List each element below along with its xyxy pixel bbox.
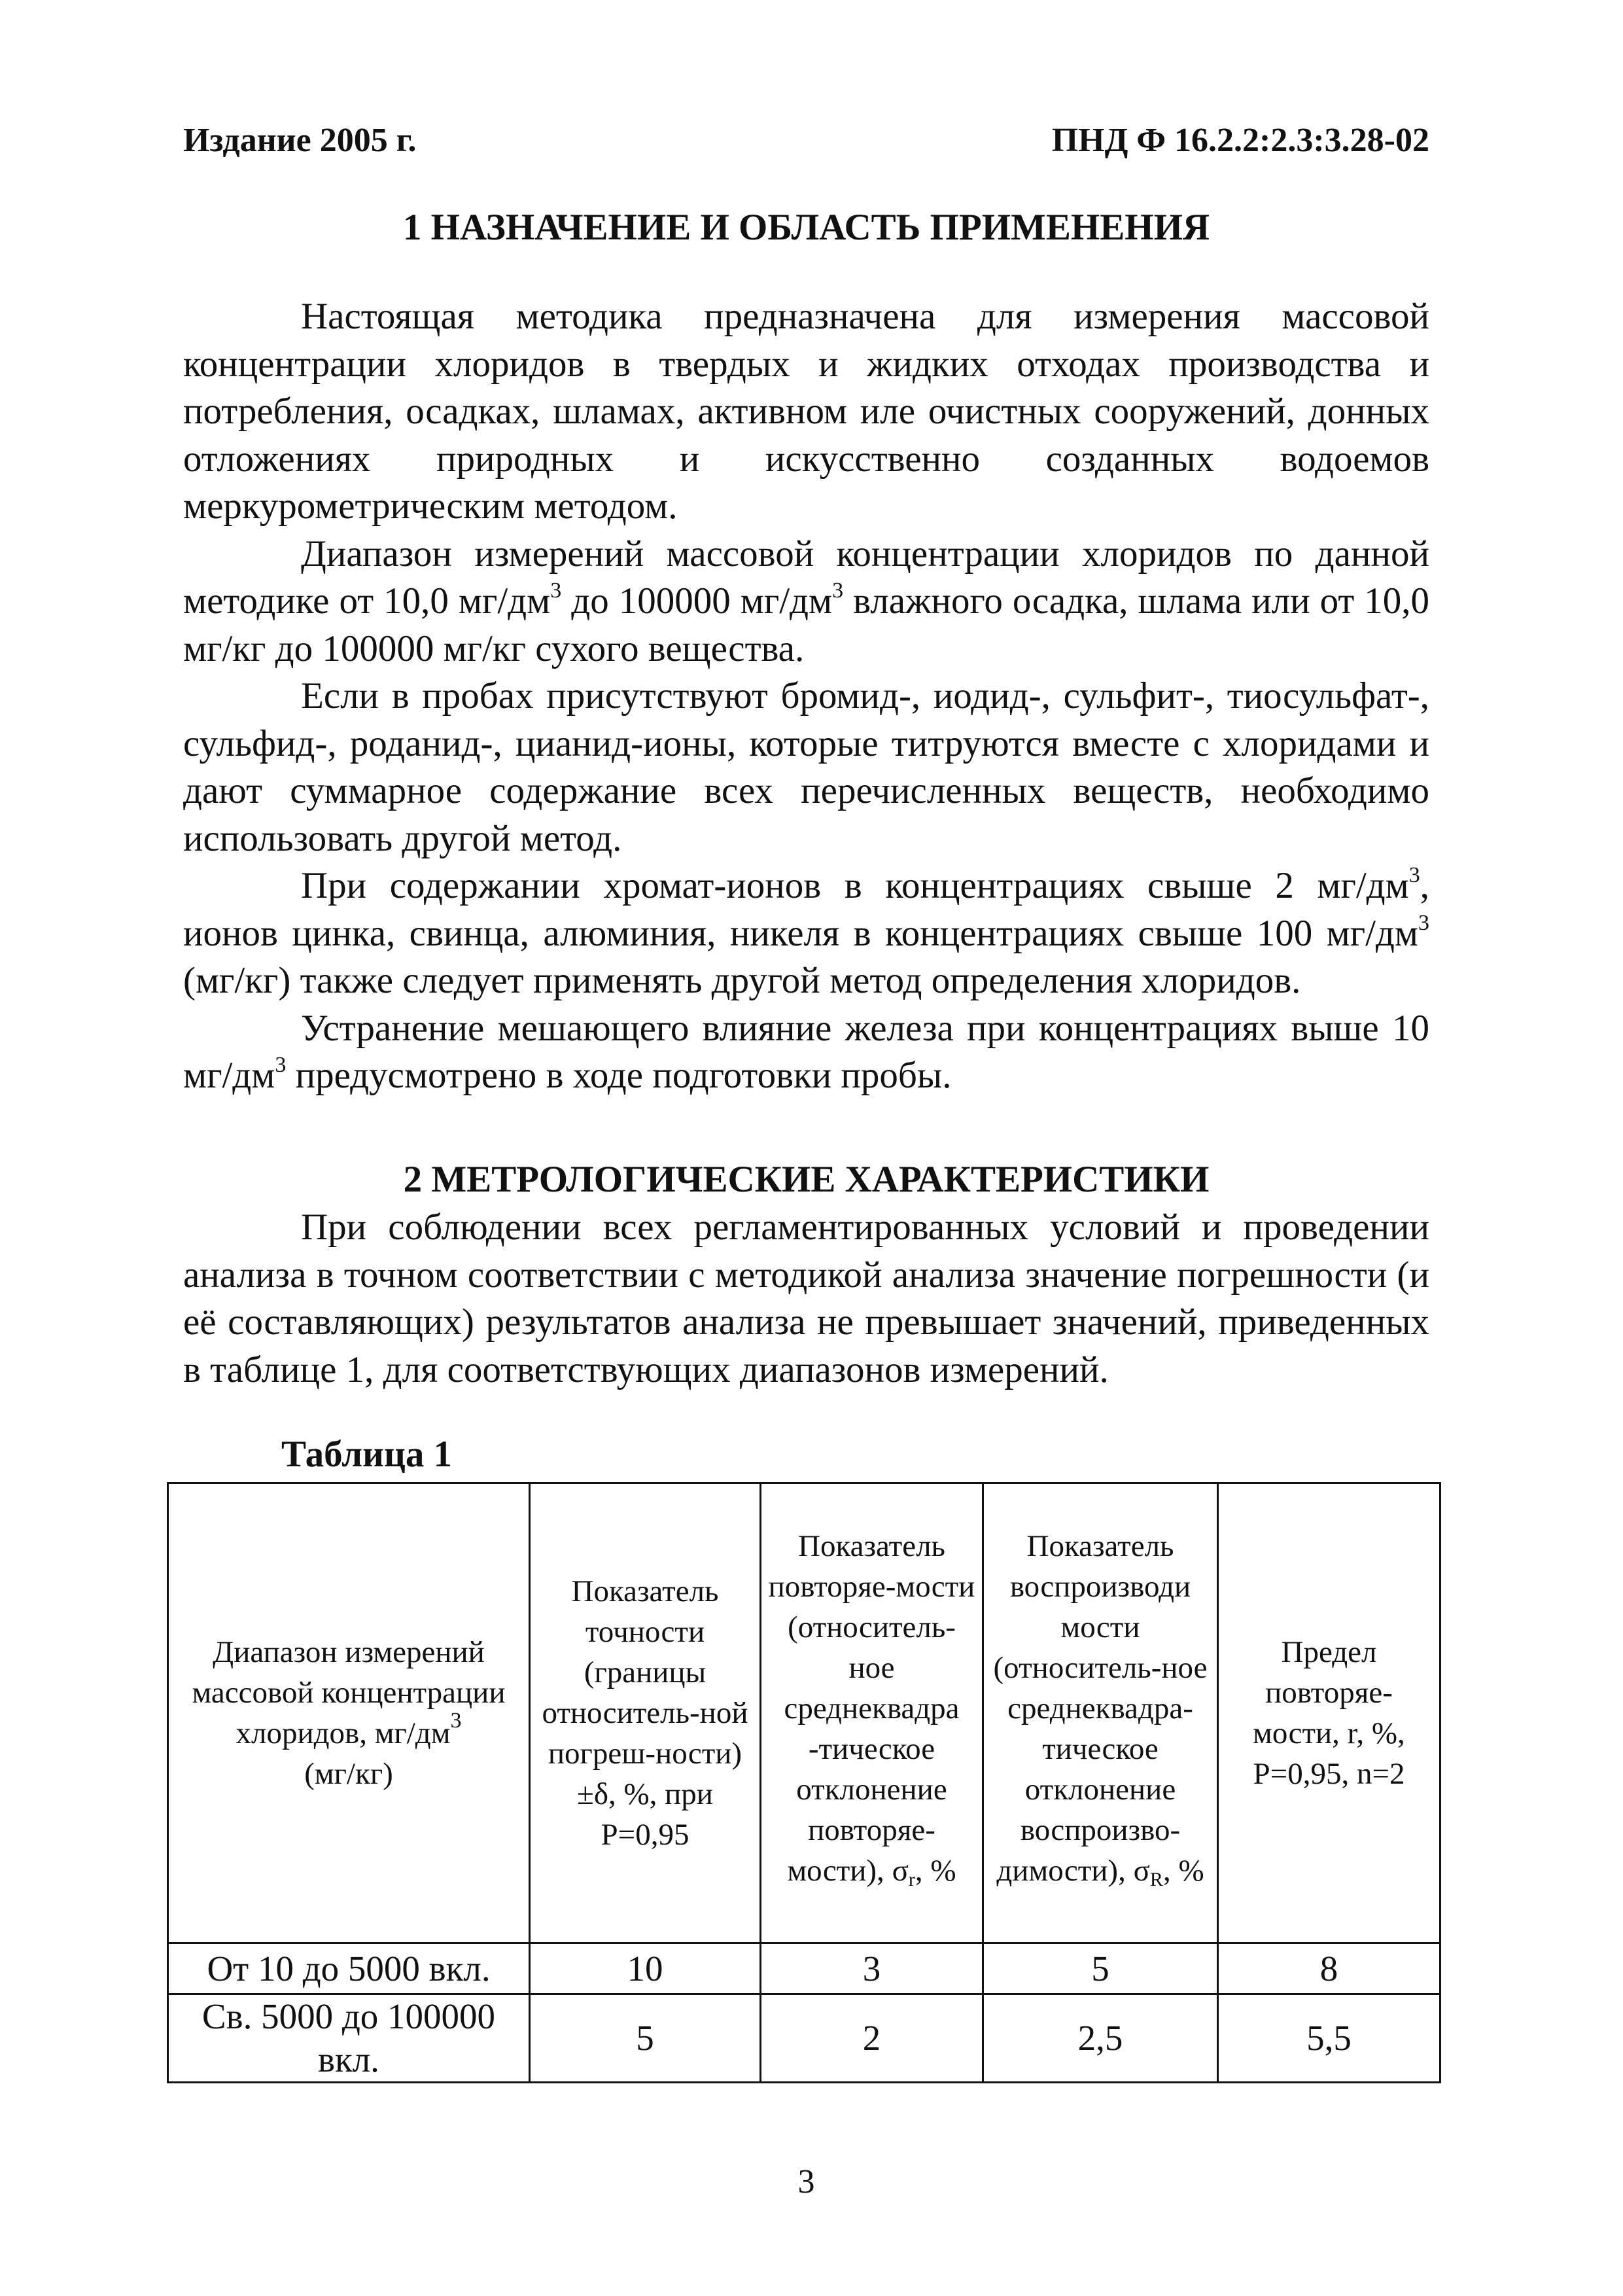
table-row (168, 1943, 1440, 1994)
cell-reproducibility: 2,5 (983, 1994, 1218, 2083)
header-accuracy: Показатель точности (границы относитель-ной погреш-ности) ±δ, %, при P=0,95 (530, 1483, 761, 1943)
cell-limit: 5,5 (1218, 1994, 1440, 2083)
document-code: ПНД Ф 16.2.2:2.3:3.28-02 (1051, 122, 1429, 159)
cell-repeatability: 3 (761, 1943, 983, 1994)
cell-accuracy: 5 (530, 1994, 761, 2083)
cell-range: Св. 5000 до 100000 вкл. (168, 1994, 530, 2083)
document-page (183, 0, 1429, 2296)
header-repeatability: Показатель повторяе-мости (относитель-ное среднеквадра -тическое отклонение повторяе-мости), $\sigma_r$, % (761, 1483, 983, 1943)
header-range: Диапазон измерений массовой концентрации хлоридов, $мг/дм^3$ (мг/кг) (168, 1483, 530, 1943)
paragraph-iron: Устранение мешающего влияние железа при концентрациях выше 10 $мг/дм^3$ предусмотрено в ходе подготовки пробы. (183, 1007, 1429, 1096)
paragraph-chromate: При содержании хромат-ионов в концентрациях свыше 2 $мг/дм^3$, ионов цинка, свинца, алюминия, никеля в концентрациях свыше 100 $мг/дм^3$ (мг/кг) также следует применять другой метод определения хлоридов. (183, 863, 1429, 1001)
cell-reproducibility: 5 (983, 1943, 1218, 1994)
table-header-row (168, 1483, 1440, 1943)
section-1-body (183, 293, 1429, 1100)
section-1-title: 1 НАЗНАЧЕНИЕ И ОБЛАСТЬ ПРИМЕНЕНИЯ (402, 207, 1210, 248)
paragraph-interferents: Если в пробах присутствуют бромид-, иодид-, сульфит-, тиосульфат-, сульфид-, роданид-, цианид-ионы, которые титруются вместе с хлоридами и дают суммарное содержание всех перечисленных веществ, необходимо использовать другой метод. (183, 675, 1429, 859)
header-reproducibility: Показатель воспроизводи мости (относитель-ное среднеквадра-тическое отклонение воспроизво-димости), $\sigma_R$, % (983, 1483, 1218, 1943)
paragraph-range: Диапазон измерений массовой концентрации хлоридов по данной методике от 10,0 $мг/дм^3$ до 100000 $мг/дм^3$ влажного осадка, шлама или от 10,0 мг/кг до 100000 мг/кг сухого вещества. (183, 533, 1430, 669)
cell-repeatability: 2 (761, 1994, 983, 2083)
table-row (168, 1994, 1440, 2083)
paragraph-metrology: При соблюдении всех регламентированных условий и проведении анализа в точном соответствии с методикой анализа значение погрешности (и её составляющих) результатов анализа не превышает значений, приведенных в таблице 1, для соответствующих диапазонов измерений. (183, 1207, 1429, 1390)
cell-limit: 8 (1218, 1943, 1440, 1994)
table-caption: Таблица 1 (281, 1434, 453, 1475)
metrology-table (167, 1482, 1441, 2083)
section-2-title: 2 МЕТРОЛОГИЧЕСКИЕ ХАРАКТЕРИСТИКИ (403, 1159, 1210, 1200)
section-2-body (183, 1204, 1429, 1394)
cell-range: От 10 до 5000 вкл. (168, 1943, 530, 1994)
page-header (183, 118, 1429, 164)
edition-label: Издание 2005 г. (183, 122, 417, 159)
cell-accuracy: 10 (530, 1943, 761, 1994)
page-number: 3 (797, 2163, 815, 2200)
header-limit: Предел повторяе-мости, r, %, P=0,95, n=2 (1218, 1483, 1440, 1943)
paragraph-purpose: Настоящая методика предназначена для измерения массовой концентрации хлоридов в твердых и жидких отходах производства и потребления, осадках, шламах, активном иле очистных сооружений, донных отложениях природных и искусственно созданных водоемов меркурометрическим методом. (183, 296, 1429, 527)
